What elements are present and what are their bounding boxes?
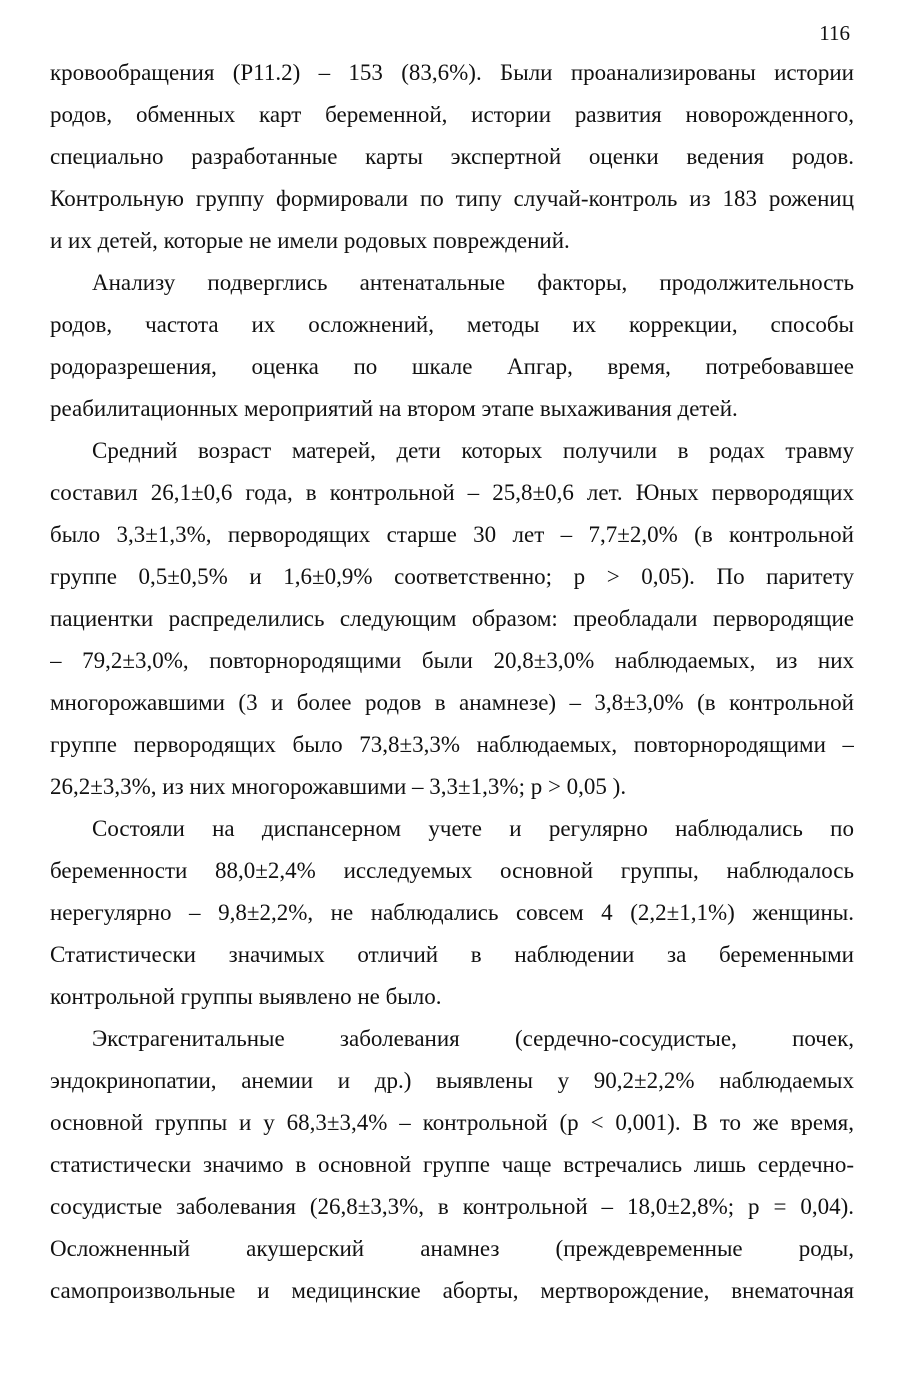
text-line: родов, обменных карт беременной, истории развития новорожденного, [50,102,854,127]
text-line: и их детей, которые не имели родовых повреждений. [50,228,570,253]
text-line: статистически значимо в основной группе чаще встречались лишь сердечно- [50,1152,854,1177]
text-line: родоразрешения, оценка по шкале Апгар, время, потребовавшее [50,354,854,379]
text-line: – 79,2±3,0%, повторнородящими были 20,8±3,0% наблюдаемых, из них [50,648,854,673]
text-line: пациентки распределились следующим образом: преобладали первородящие [50,606,854,631]
text-line: контрольной группы выявлено не было. [50,984,442,1009]
text-line: Средний возраст матерей, дети которых получили в родах травму [92,438,854,463]
text-line: сосудистые заболевания (26,8±3,3%, в контрольной – 18,0±2,8%; p = 0,04). [50,1194,854,1219]
text-line: самопроизвольные и медицинские аборты, мертворождение, внематочная [50,1278,854,1303]
paragraph-4 [50,808,854,1018]
text-line: Экстрагенитальные заболевания (сердечно-сосудистые, почек, [92,1026,854,1051]
text-line: кровообращения (P11.2) – 153 (83,6%). Были проанализированы истории [50,60,854,85]
text-line: Контрольную группу формировали по типу случай-контроль из 183 рожениц [50,186,854,211]
text-line: Состояли на диспансерном учете и регулярно наблюдались по [92,816,854,841]
text-line: родов, частота их осложнений, методы их коррекции, способы [50,312,854,337]
text-line: составил 26,1±0,6 года, в контрольной – 25,8±0,6 лет. Юных первородящих [50,480,854,505]
text-line: Осложненный акушерский анамнез (преждевременные роды, [50,1236,854,1261]
text-line: Анализу подверглись антенатальные факторы, продолжительность [92,270,854,295]
text-line: беременности 88,0±2,4% исследуемых основной группы, наблюдалось [50,858,854,883]
paragraph-3 [50,430,854,808]
text-line: реабилитационных мероприятий на втором этапе выхаживания детей. [50,396,738,421]
text-line: 26,2±3,3%, из них многорожавшими – 3,3±1,3%; p > 0,05 ). [50,774,627,799]
text-line: нерегулярно – 9,8±2,2%, не наблюдались совсем 4 (2,2±1,1%) женщины. [50,900,854,925]
body-text [50,52,854,1312]
text-line: многорожавшими (3 и более родов в анамнезе) – 3,8±3,0% (в контрольной [50,690,854,715]
text-line: Статистически значимых отличий в наблюдении за беременными [50,942,854,967]
text-line: группе первородящих было 73,8±3,3% наблюдаемых, повторнородящими – [50,732,854,757]
text-line: специально разработанные карты экспертной оценки ведения родов. [50,144,854,169]
paragraph-5 [50,1018,854,1312]
page-number: 116 [819,21,850,45]
text-line: группе 0,5±0,5% и 1,6±0,9% соответственно; p > 0,05). По паритету [50,564,854,589]
text-line: основной группы и у 68,3±3,4% – контрольной (p < 0,001). В то же время, [50,1110,854,1135]
text-line: было 3,3±1,3%, первородящих старше 30 лет – 7,7±2,0% (в контрольной [50,522,854,547]
paragraph-2 [50,262,854,430]
paragraph-1 [50,52,854,262]
text-line: эндокринопатии, анемии и др.) выявлены у 90,2±2,2% наблюдаемых [50,1068,854,1093]
